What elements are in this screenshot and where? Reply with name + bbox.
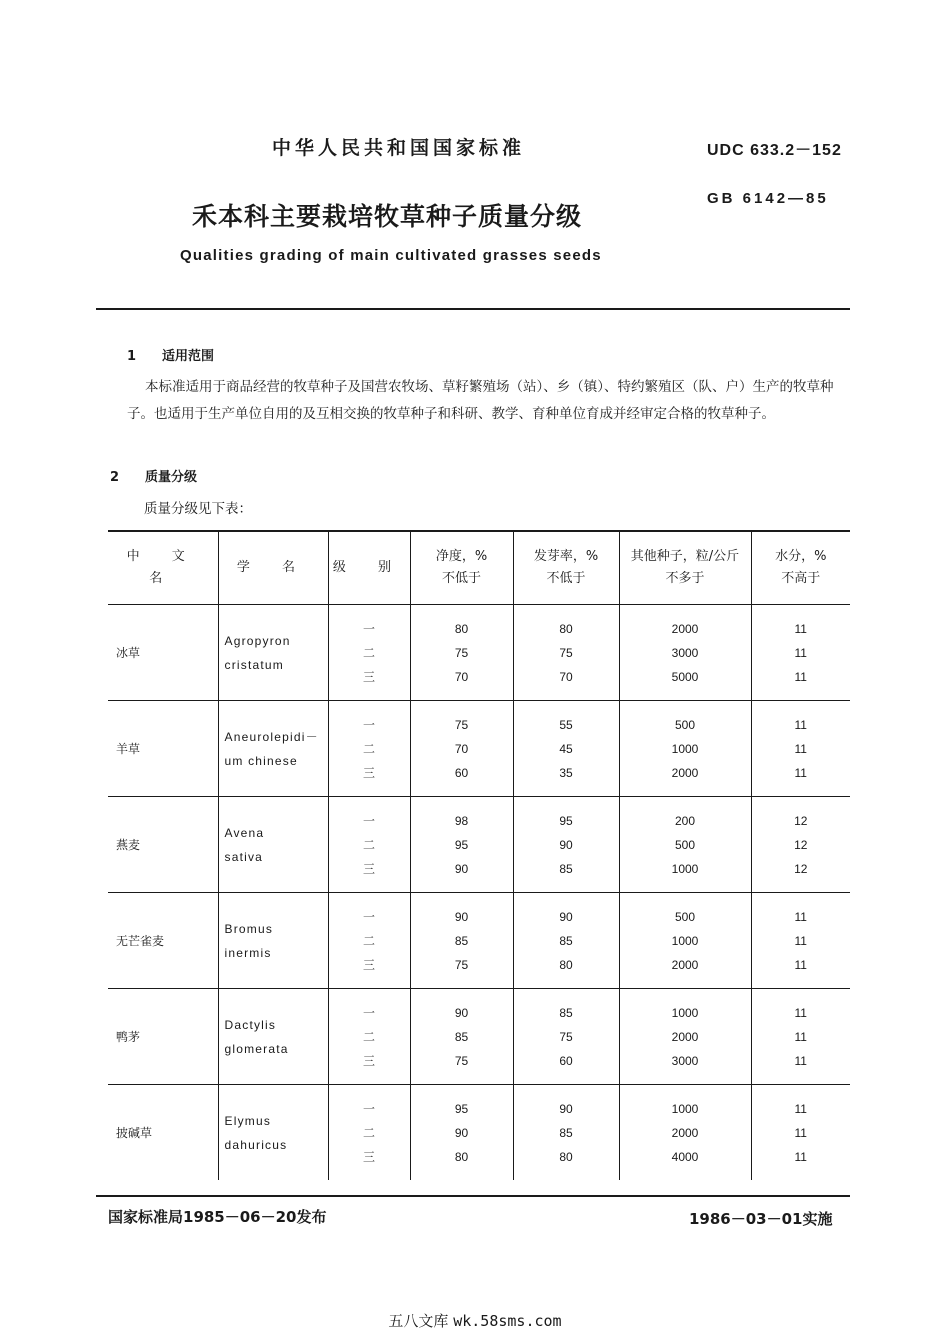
- other-seeds-value: 1000: [671, 1101, 699, 1116]
- effective-date: 1986－03－01实施: [689, 1210, 833, 1228]
- purity-value: 98: [454, 813, 469, 828]
- germination-value: 60: [559, 1053, 573, 1068]
- table-row: [108, 989, 850, 1085]
- national-standard-label: 中华人民共和国国家标准: [272, 137, 526, 159]
- grade-value: 三: [362, 669, 375, 684]
- species-chinese-name: 燕麦: [116, 838, 141, 852]
- section-2-intro: 质量分级见下表：: [144, 501, 252, 517]
- germination-value: 55: [559, 717, 573, 732]
- udc-code: UDC 633.2－152: [707, 142, 842, 159]
- grade-value: 二: [362, 645, 375, 660]
- other-seeds-cell: [619, 1085, 751, 1181]
- other-seeds-value: 1000: [671, 861, 699, 876]
- scientific-name-line: cristatum: [224, 657, 284, 672]
- germination-cell: [513, 893, 619, 989]
- purity-value: 75: [454, 717, 469, 732]
- scientific-name-line: Bromus: [224, 921, 274, 936]
- grade-value: 三: [362, 1149, 375, 1164]
- germination-value: 35: [559, 765, 573, 780]
- section-2-number: 2: [110, 470, 120, 485]
- sci-name-cell: [218, 893, 328, 989]
- purity-value: 85: [454, 1029, 469, 1044]
- section-1-heading: [127, 345, 214, 364]
- grade-value: 一: [362, 621, 375, 636]
- moisture-value: 11: [794, 669, 807, 684]
- other-seeds-value: 2000: [671, 621, 699, 636]
- other-seeds-value: 5000: [671, 669, 699, 684]
- purity-value: 70: [454, 669, 469, 684]
- sci-name-cell: [218, 701, 328, 797]
- other-seeds-cell: [619, 893, 751, 989]
- sci-name-cell: [218, 797, 328, 893]
- other-seeds-value: 2000: [671, 1029, 699, 1044]
- germination-value: 75: [559, 645, 573, 660]
- other-seeds-cell: [619, 989, 751, 1085]
- purity-value: 80: [454, 1149, 469, 1164]
- germination-value: 90: [559, 837, 573, 852]
- other-seeds-value: 2000: [671, 765, 699, 780]
- germination-value: 85: [559, 1125, 573, 1140]
- germination-value: 85: [559, 1005, 573, 1020]
- cn-name-cell: [108, 701, 218, 797]
- col-header-other-seeds: 其他种子，粒/公斤 不多于: [619, 531, 751, 605]
- table-header-row: [108, 531, 850, 605]
- table-row: [108, 1085, 850, 1181]
- other-seeds-value: 4000: [671, 1149, 699, 1164]
- document-title: 禾本科主要栽培牧草种子质量分级: [192, 202, 583, 231]
- grade-cell: [328, 797, 410, 893]
- germination-cell: [513, 1085, 619, 1181]
- grade-value: 三: [362, 957, 375, 972]
- grade-value: 二: [362, 837, 375, 852]
- scientific-name-line: Aneurolepidi－: [224, 729, 319, 744]
- purity-cell: [410, 989, 513, 1085]
- section-1-number: 1: [127, 349, 137, 364]
- moisture-value: 11: [794, 741, 807, 756]
- other-seeds-value: 1000: [671, 933, 699, 948]
- grade-cell: [328, 605, 410, 701]
- grade-value: 一: [362, 1005, 375, 1020]
- germination-value: 85: [559, 933, 573, 948]
- col-header-moisture: 水分，% 不高于: [751, 531, 850, 605]
- germination-value: 80: [559, 621, 573, 636]
- other-seeds-value: 500: [674, 717, 696, 732]
- purity-value: 80: [454, 621, 469, 636]
- moisture-value: 11: [794, 621, 807, 636]
- moisture-value: 11: [794, 717, 807, 732]
- grade-value: 三: [362, 765, 375, 780]
- grade-value: 二: [362, 1029, 375, 1044]
- purity-value: 60: [454, 765, 469, 780]
- grade-value: 一: [362, 717, 375, 732]
- table-row: [108, 701, 850, 797]
- document-title-english: Qualities grading of main cultivated grasses seeds: [180, 247, 602, 264]
- scientific-name-line: inermis: [224, 945, 272, 960]
- moisture-cell: [751, 989, 850, 1085]
- purity-cell: [410, 701, 513, 797]
- germination-value: 90: [559, 1101, 573, 1116]
- purity-value: 90: [454, 1005, 469, 1020]
- grade-cell: [328, 989, 410, 1085]
- col-header-cn-name: 中 文 名: [108, 531, 218, 605]
- other-seeds-value: 500: [674, 837, 696, 852]
- section-2-heading: [110, 466, 197, 485]
- species-chinese-name: 鸭茅: [116, 1030, 141, 1044]
- grade-value: 二: [362, 933, 375, 948]
- watermark-url: wk.58sms.com: [453, 1312, 562, 1330]
- species-chinese-name: 冰草: [116, 646, 141, 660]
- cn-name-cell: [108, 1085, 218, 1181]
- scientific-name-line: Agropyron: [224, 633, 291, 648]
- grade-value: 一: [362, 909, 375, 924]
- germination-value: 80: [559, 1149, 573, 1164]
- moisture-value: 11: [794, 765, 807, 780]
- purity-value: 90: [454, 861, 469, 876]
- germination-cell: [513, 701, 619, 797]
- other-seeds-value: 3000: [671, 645, 699, 660]
- moisture-value: 11: [794, 645, 807, 660]
- cn-name-cell: [108, 893, 218, 989]
- species-chinese-name: 羊草: [116, 742, 141, 756]
- other-seeds-value: 2000: [671, 957, 699, 972]
- purity-value: 85: [454, 933, 469, 948]
- moisture-value: 11: [794, 1005, 807, 1020]
- section-2-title: 质量分级: [145, 470, 198, 485]
- table-row: [108, 893, 850, 989]
- moisture-value: 11: [794, 933, 807, 948]
- scientific-name-line: Avena: [224, 825, 265, 840]
- purity-value: 90: [454, 909, 469, 924]
- germination-cell: [513, 797, 619, 893]
- scientific-name-line: um chinese: [224, 753, 298, 768]
- moisture-value: 11: [794, 1101, 807, 1116]
- purity-cell: [410, 893, 513, 989]
- moisture-value: 11: [794, 1053, 807, 1068]
- germination-value: 80: [559, 957, 573, 972]
- moisture-cell: [751, 701, 850, 797]
- quality-grading-table: [108, 530, 850, 1180]
- grade-cell: [328, 701, 410, 797]
- purity-value: 75: [454, 1053, 469, 1068]
- watermark-site-name: 五八文库: [388, 1312, 449, 1330]
- germination-value: 75: [559, 1029, 573, 1044]
- other-seeds-value: 500: [674, 909, 696, 924]
- germination-cell: [513, 605, 619, 701]
- grade-value: 二: [362, 741, 375, 756]
- watermark: [0, 1310, 950, 1331]
- cn-name-cell: [108, 989, 218, 1085]
- grade-value: 二: [362, 1125, 375, 1140]
- other-seeds-cell: [619, 701, 751, 797]
- moisture-value: 12: [794, 861, 808, 876]
- scientific-name-line: glomerata: [224, 1041, 289, 1056]
- germination-value: 85: [559, 861, 573, 876]
- footer-divider: [96, 1195, 850, 1197]
- moisture-value: 11: [794, 909, 807, 924]
- purity-cell: [410, 797, 513, 893]
- other-seeds-cell: [619, 605, 751, 701]
- purity-value: 95: [454, 1101, 469, 1116]
- section-1-title: 适用范围: [162, 349, 215, 364]
- table-row: [108, 605, 850, 701]
- sci-name-cell: [218, 1085, 328, 1181]
- header-divider: [96, 308, 850, 310]
- sci-name-cell: [218, 605, 328, 701]
- col-header-purity: 净度，% 不低于: [410, 531, 513, 605]
- col-header-grade: 级 别: [328, 531, 410, 605]
- purity-value: 70: [454, 741, 469, 756]
- germination-value: 45: [559, 741, 573, 756]
- germination-value: 90: [559, 909, 573, 924]
- moisture-cell: [751, 893, 850, 989]
- gb-standard-number: GB 6142—85: [707, 190, 829, 207]
- section-1-paragraph: 本标准适用于商品经营的牧草种子及国营农牧场、草籽繁殖场（站）、乡（镇）、特约繁殖区（队、户）生产的牧草种子。也适用于生产单位自用的及互相交换的牧草种子和科研、教学、育种单位育成并经审定合格的牧草种子。: [127, 379, 834, 422]
- other-seeds-value: 2000: [671, 1125, 699, 1140]
- purity-value: 75: [454, 645, 469, 660]
- moisture-cell: [751, 1085, 850, 1181]
- germination-value: 70: [559, 669, 573, 684]
- scientific-name-line: Dactylis: [224, 1017, 277, 1032]
- col-header-sci-name: 学 名: [218, 531, 328, 605]
- purity-value: 90: [454, 1125, 469, 1140]
- scientific-name-line: dahuricus: [224, 1137, 288, 1152]
- purity-cell: [410, 605, 513, 701]
- purity-value: 75: [454, 957, 469, 972]
- cn-name-cell: [108, 605, 218, 701]
- grade-cell: [328, 1085, 410, 1181]
- species-chinese-name: 披碱草: [116, 1126, 153, 1140]
- grade-value: 三: [362, 1053, 375, 1068]
- grade-value: 一: [362, 813, 375, 828]
- col-header-germination: 发芽率，% 不低于: [513, 531, 619, 605]
- germination-value: 95: [559, 813, 573, 828]
- other-seeds-value: 1000: [671, 741, 699, 756]
- grade-value: 一: [362, 1101, 375, 1116]
- species-chinese-name: 无芒雀麦: [116, 934, 165, 948]
- moisture-value: 12: [794, 813, 808, 828]
- germination-cell: [513, 989, 619, 1085]
- moisture-value: 11: [794, 957, 807, 972]
- table-row: [108, 797, 850, 893]
- scientific-name-line: Elymus: [224, 1113, 272, 1128]
- grade-value: 三: [362, 861, 375, 876]
- other-seeds-value: 200: [674, 813, 696, 828]
- other-seeds-value: 3000: [671, 1053, 699, 1068]
- moisture-value: 12: [794, 837, 808, 852]
- purity-value: 95: [454, 837, 469, 852]
- sci-name-cell: [218, 989, 328, 1085]
- other-seeds-value: 1000: [671, 1005, 699, 1020]
- moisture-cell: [751, 605, 850, 701]
- moisture-value: 11: [794, 1029, 807, 1044]
- moisture-cell: [751, 797, 850, 893]
- grade-cell: [328, 893, 410, 989]
- cn-name-cell: [108, 797, 218, 893]
- purity-cell: [410, 1085, 513, 1181]
- moisture-value: 11: [794, 1149, 807, 1164]
- other-seeds-cell: [619, 797, 751, 893]
- moisture-value: 11: [794, 1125, 807, 1140]
- scientific-name-line: sativa: [224, 849, 264, 864]
- issue-date: 国家标准局1985－06－20发布: [108, 1208, 327, 1226]
